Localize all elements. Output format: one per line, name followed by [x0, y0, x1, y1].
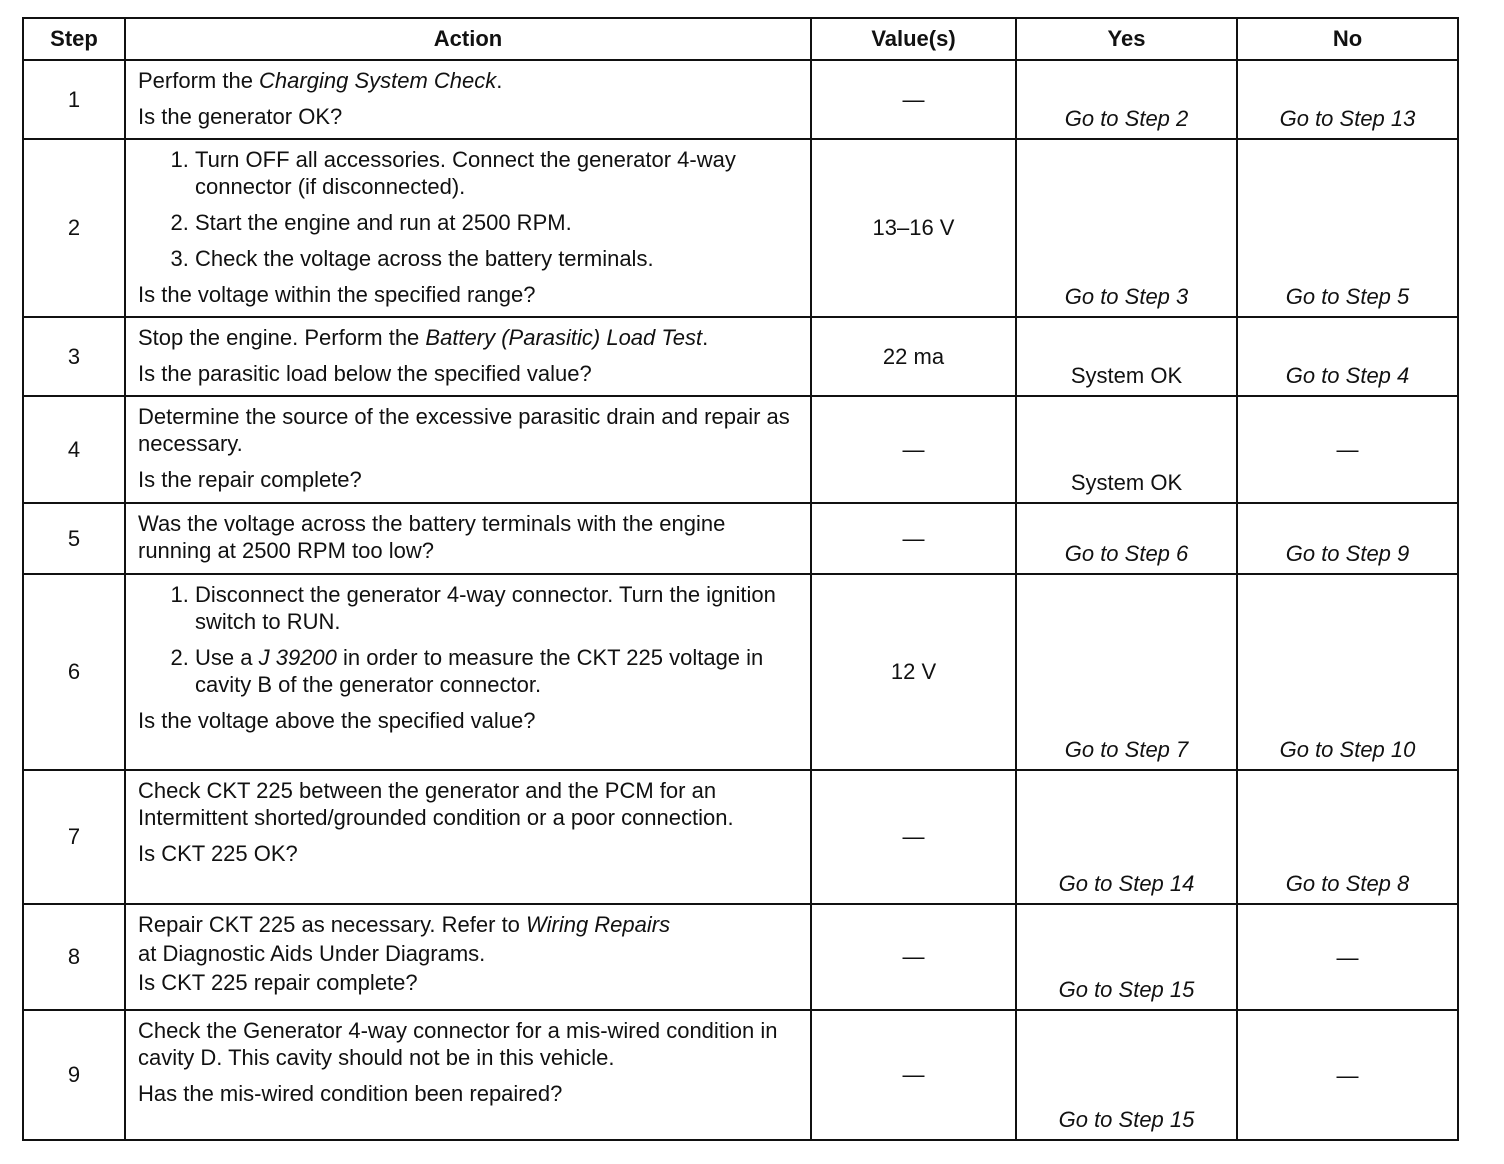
table-row [23, 770, 1458, 904]
value-cell: — [811, 60, 1016, 139]
table-row [23, 1010, 1458, 1140]
value-cell: — [811, 904, 1016, 1010]
action-question: Is the parasitic load below the specified value? [138, 361, 592, 386]
yes-cell: Go to Step 6 [1016, 503, 1237, 574]
diagnostic-table [22, 17, 1459, 1141]
step-number: 2 [23, 139, 125, 317]
list-item: 1. Turn OFF all accessories. Connect the generator 4-way connector (if disconnected). [195, 146, 798, 200]
list-item: 3. Check the voltage across the battery terminals. [195, 245, 798, 272]
value-cell: 12 V [811, 574, 1016, 770]
action-text: Check the Generator 4-way connector for a mis-wired condition in cavity D. This cavity should not be in this vehicle. [138, 1018, 778, 1070]
action-cell [125, 574, 811, 770]
action-text: Determine the source of the excessive parasitic drain and repair as necessary. [138, 404, 790, 456]
table-row [23, 574, 1458, 770]
table-row [23, 396, 1458, 503]
value-cell: — [811, 503, 1016, 574]
yes-cell: Go to Step 15 [1016, 904, 1237, 1010]
action-text: Stop the engine. Perform the Battery (Parasitic) Load Test. [138, 325, 709, 350]
action-cell [125, 503, 811, 574]
step-number: 7 [23, 770, 125, 904]
list-item: 2. Use a J 39200 in order to measure the CKT 225 voltage in cavity B of the generator connector. [195, 644, 798, 698]
yes-cell: System OK [1016, 396, 1237, 503]
action-question: Is the repair complete? [138, 467, 362, 492]
action-cell [125, 139, 811, 317]
header-values: Value(s) [811, 18, 1016, 60]
no-cell: Go to Step 13 [1237, 60, 1458, 139]
step-number: 6 [23, 574, 125, 770]
header-row [23, 18, 1458, 60]
step-number: 9 [23, 1010, 125, 1140]
action-question: Is the voltage above the specified value? [138, 708, 536, 733]
no-cell: Go to Step 4 [1237, 317, 1458, 396]
table-row [23, 139, 1458, 317]
yes-cell: System OK [1016, 317, 1237, 396]
action-cell [125, 904, 811, 1010]
no-cell: Go to Step 9 [1237, 503, 1458, 574]
yes-cell: Go to Step 7 [1016, 574, 1237, 770]
step-number: 1 [23, 60, 125, 139]
action-steps-list [138, 581, 798, 698]
header-no: No [1237, 18, 1458, 60]
header-yes: Yes [1016, 18, 1237, 60]
no-cell: — [1237, 396, 1458, 503]
header-action: Action [125, 18, 811, 60]
action-cell [125, 1010, 811, 1140]
no-cell: — [1237, 1010, 1458, 1140]
action-cell [125, 396, 811, 503]
no-cell: — [1237, 904, 1458, 1010]
action-question: Is the voltage within the specified range? [138, 282, 536, 307]
action-question: Is CKT 225 repair complete? [138, 970, 418, 995]
value-cell: 13–16 V [811, 139, 1016, 317]
yes-cell: Go to Step 2 [1016, 60, 1237, 139]
action-steps-list [138, 146, 798, 272]
step-number: 3 [23, 317, 125, 396]
value-cell: — [811, 770, 1016, 904]
table-row [23, 317, 1458, 396]
no-cell: Go to Step 8 [1237, 770, 1458, 904]
no-cell: Go to Step 5 [1237, 139, 1458, 317]
action-cell [125, 317, 811, 396]
step-number: 5 [23, 503, 125, 574]
yes-cell: Go to Step 15 [1016, 1010, 1237, 1140]
action-text: at Diagnostic Aids Under Diagrams. [138, 941, 486, 966]
header-step: Step [23, 18, 125, 60]
action-cell [125, 60, 811, 139]
yes-cell: Go to Step 14 [1016, 770, 1237, 904]
value-cell: — [811, 396, 1016, 503]
step-number: 8 [23, 904, 125, 1010]
action-question: Has the mis-wired condition been repaired? [138, 1081, 563, 1106]
table-row [23, 503, 1458, 574]
action-text: Check CKT 225 between the generator and the PCM for an Intermittent shorted/grounded condition or a poor connection. [138, 778, 734, 830]
list-item: 2. Start the engine and run at 2500 RPM. [195, 209, 798, 236]
action-text: Repair CKT 225 as necessary. Refer to Wiring Repairs [138, 912, 671, 937]
list-item: 1. Disconnect the generator 4-way connector. Turn the ignition switch to RUN. [195, 581, 798, 635]
value-cell: — [811, 1010, 1016, 1140]
action-cell [125, 770, 811, 904]
action-question: Is the generator OK? [138, 104, 343, 129]
table-row [23, 60, 1458, 139]
no-cell: Go to Step 10 [1237, 574, 1458, 770]
yes-cell: Go to Step 3 [1016, 139, 1237, 317]
table-row [23, 904, 1458, 1010]
action-text: Perform the Charging System Check. [138, 68, 503, 93]
step-number: 4 [23, 396, 125, 503]
action-question: Is CKT 225 OK? [138, 841, 298, 866]
value-cell: 22 ma [811, 317, 1016, 396]
action-question: Was the voltage across the battery terminals with the engine running at 2500 RPM too low? [138, 511, 726, 563]
